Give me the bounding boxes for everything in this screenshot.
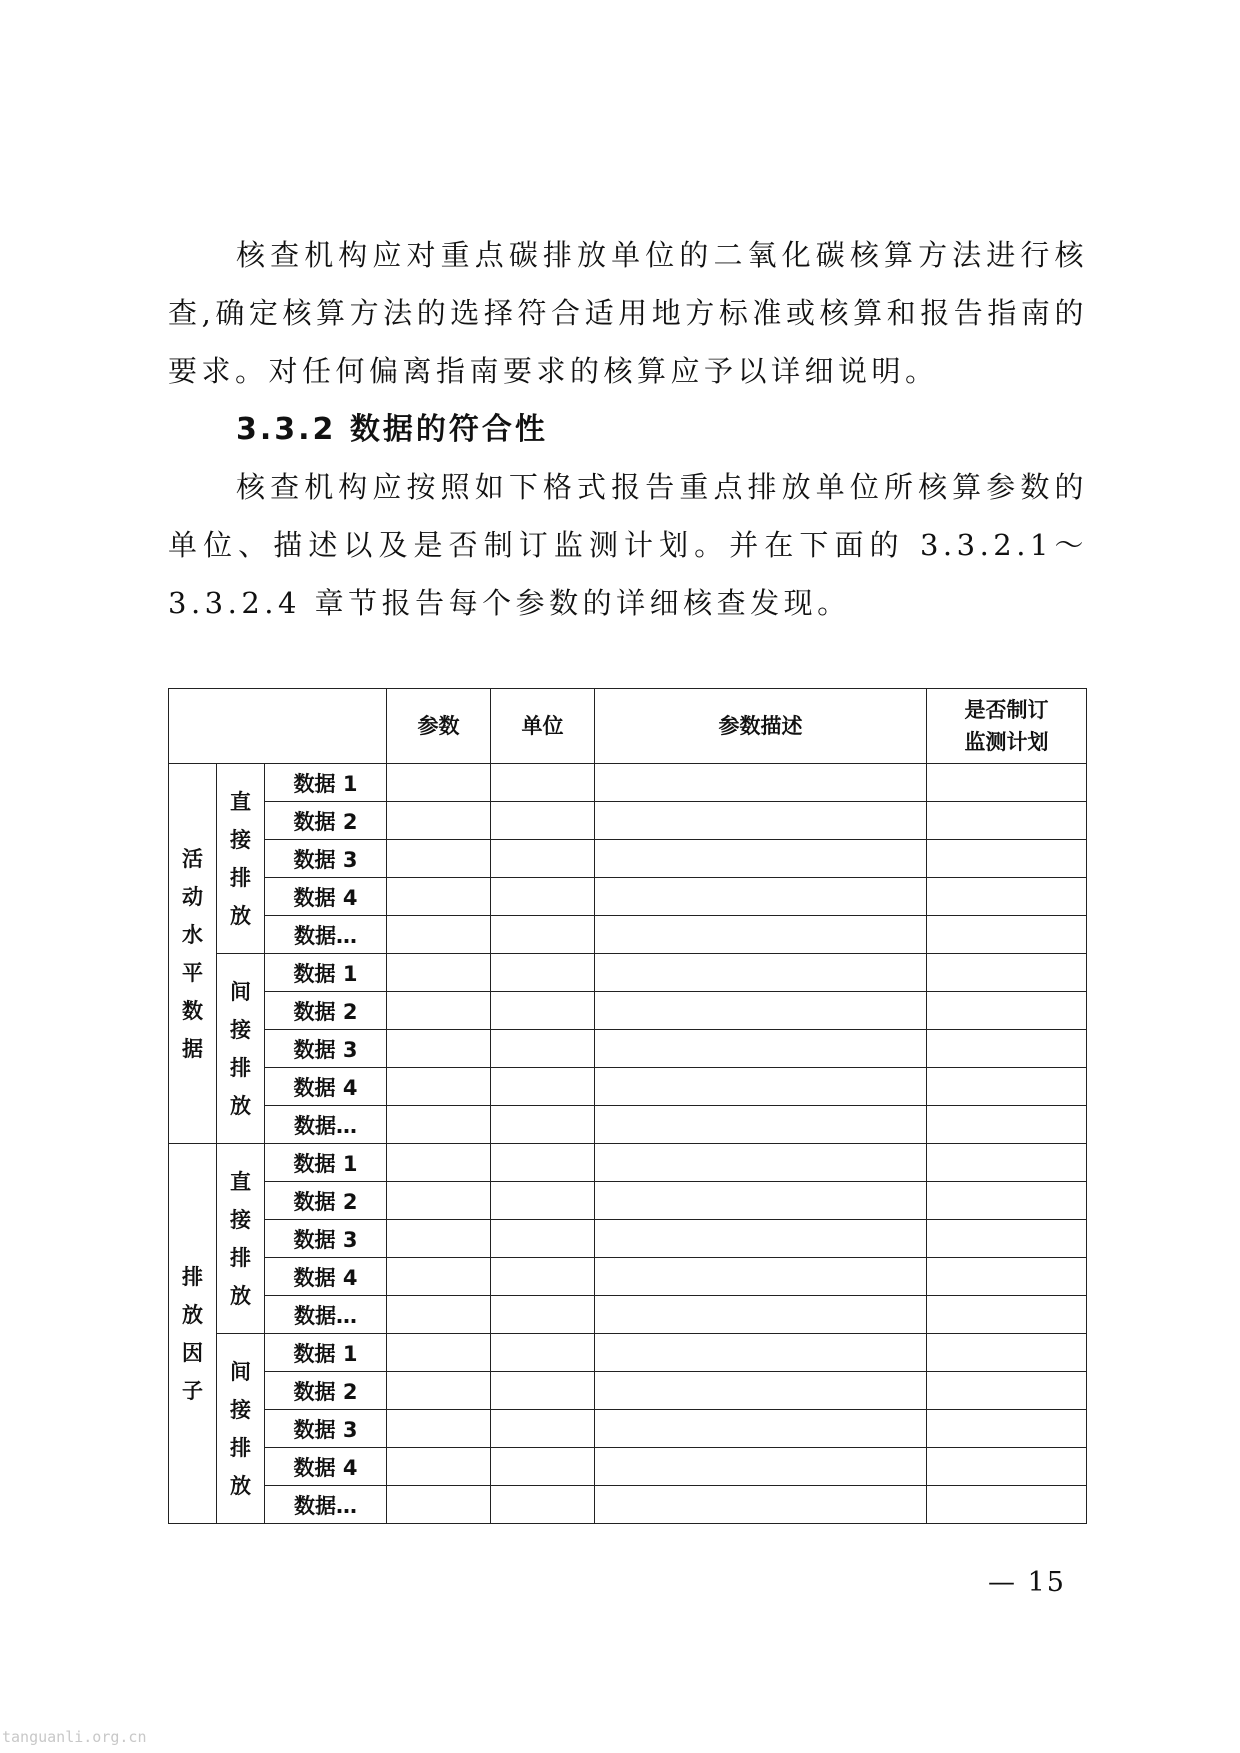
param-cell <box>387 1296 491 1334</box>
desc-cell <box>595 1258 927 1296</box>
data-item-label: 数据 2 <box>265 992 387 1030</box>
desc-cell <box>595 1296 927 1334</box>
plan-cell <box>927 1296 1087 1334</box>
table-row <box>169 954 1087 992</box>
subgroup-label-char: 直 <box>230 1169 251 1194</box>
unit-cell <box>491 802 595 840</box>
unit-cell <box>491 878 595 916</box>
subgroup-label-char: 排 <box>230 1055 251 1080</box>
param-cell <box>387 1182 491 1220</box>
table-row <box>169 1410 1087 1448</box>
table-row <box>169 764 1087 802</box>
subgroup-label-char: 放 <box>230 1283 251 1308</box>
unit-cell <box>491 840 595 878</box>
header-plan-line1: 是否制订 <box>964 698 1049 722</box>
group-label-char: 平 <box>182 960 203 985</box>
table-row <box>169 1372 1087 1410</box>
group-label-char: 水 <box>182 922 203 947</box>
param-cell <box>387 1334 491 1372</box>
unit-cell <box>491 1220 595 1258</box>
header-param: 参数 <box>387 689 491 764</box>
header-monitoring-plan <box>927 689 1087 764</box>
plan-cell <box>927 802 1087 840</box>
data-item-label: 数据 3 <box>265 1410 387 1448</box>
desc-cell <box>595 1182 927 1220</box>
unit-cell <box>491 1486 595 1524</box>
header-plan-line2: 监测计划 <box>964 730 1049 754</box>
data-item-label: 数据 4 <box>265 878 387 916</box>
plan-cell <box>927 1410 1087 1448</box>
subgroup-label-char: 直 <box>230 789 251 814</box>
page-number: — 15 <box>988 1567 1066 1598</box>
data-item-label: 数据 3 <box>265 1030 387 1068</box>
unit-cell <box>491 916 595 954</box>
data-item-label: 数据 2 <box>265 1182 387 1220</box>
group-label-char: 排 <box>182 1264 203 1289</box>
plan-cell <box>927 954 1087 992</box>
plan-cell <box>927 1372 1087 1410</box>
group-label-char: 子 <box>182 1378 203 1403</box>
plan-cell <box>927 1448 1087 1486</box>
table-row <box>169 1486 1087 1524</box>
param-cell <box>387 954 491 992</box>
param-cell <box>387 764 491 802</box>
subgroup-label-char: 间 <box>230 1359 251 1384</box>
data-item-label: 数据 1 <box>265 1334 387 1372</box>
header-blank-cell <box>169 689 387 764</box>
plan-cell <box>927 840 1087 878</box>
desc-cell <box>595 1486 927 1524</box>
desc-cell <box>595 992 927 1030</box>
plan-cell <box>927 1334 1087 1372</box>
plan-cell <box>927 1144 1087 1182</box>
plan-cell <box>927 1182 1087 1220</box>
param-cell <box>387 1410 491 1448</box>
table-row <box>169 1182 1087 1220</box>
subgroup-label-cell <box>217 764 265 954</box>
table-row <box>169 802 1087 840</box>
subgroup-label-char: 排 <box>230 1245 251 1270</box>
param-cell <box>387 1030 491 1068</box>
unit-cell <box>491 1410 595 1448</box>
plan-cell <box>927 916 1087 954</box>
subgroup-label-char: 接 <box>230 1397 251 1422</box>
plan-cell <box>927 764 1087 802</box>
param-cell <box>387 1106 491 1144</box>
desc-cell <box>595 802 927 840</box>
param-cell <box>387 916 491 954</box>
subgroup-label-char: 接 <box>230 827 251 852</box>
table-row <box>169 1334 1087 1372</box>
unit-cell <box>491 1182 595 1220</box>
param-cell <box>387 1068 491 1106</box>
plan-cell <box>927 1106 1087 1144</box>
unit-cell <box>491 764 595 802</box>
data-item-label: 数据… <box>265 1296 387 1334</box>
plan-cell <box>927 992 1087 1030</box>
param-cell <box>387 878 491 916</box>
data-item-label: 数据 4 <box>265 1068 387 1106</box>
data-item-label: 数据 2 <box>265 1372 387 1410</box>
param-cell <box>387 992 491 1030</box>
desc-cell <box>595 916 927 954</box>
subgroup-label-char: 放 <box>230 903 251 928</box>
data-item-label: 数据 1 <box>265 764 387 802</box>
unit-cell <box>491 1068 595 1106</box>
group-label-char: 放 <box>182 1302 203 1327</box>
unit-cell <box>491 1334 595 1372</box>
unit-cell <box>491 1448 595 1486</box>
desc-cell <box>595 1372 927 1410</box>
unit-cell <box>491 1258 595 1296</box>
watermark: tanguanli.org.cn <box>2 1728 147 1746</box>
group-label-char: 因 <box>182 1340 203 1365</box>
paragraph-method-check: 核查机构应对重点碳排放单位的二氧化碳核算方法进行核查,确定核算方法的选择符合适用地方标准或核算和报告指南的要求。对任何偏离指南要求的核算应予以详细说明。 <box>168 238 1088 388</box>
unit-cell <box>491 954 595 992</box>
desc-cell <box>595 1410 927 1448</box>
plan-cell <box>927 1258 1087 1296</box>
subgroup-label-cell <box>217 1144 265 1334</box>
group-label-char: 数 <box>182 998 203 1023</box>
desc-cell <box>595 954 927 992</box>
unit-cell <box>491 1372 595 1410</box>
subgroup-label-char: 放 <box>230 1093 251 1118</box>
unit-cell <box>491 1144 595 1182</box>
unit-cell <box>491 992 595 1030</box>
subgroup-label-cell <box>217 954 265 1144</box>
desc-cell <box>595 764 927 802</box>
plan-cell <box>927 1220 1087 1258</box>
plan-cell <box>927 878 1087 916</box>
data-item-label: 数据… <box>265 916 387 954</box>
data-item-label: 数据… <box>265 1486 387 1524</box>
data-item-label: 数据 3 <box>265 1220 387 1258</box>
param-cell <box>387 1144 491 1182</box>
table-row <box>169 1030 1087 1068</box>
desc-cell <box>595 1144 927 1182</box>
plan-cell <box>927 1030 1087 1068</box>
param-cell <box>387 802 491 840</box>
data-item-label: 数据 2 <box>265 802 387 840</box>
parameter-table <box>168 688 1087 1524</box>
subgroup-label-char: 排 <box>230 865 251 890</box>
param-cell <box>387 1372 491 1410</box>
subgroup-label-char: 接 <box>230 1017 251 1042</box>
desc-cell <box>595 1448 927 1486</box>
unit-cell <box>491 1106 595 1144</box>
subgroup-label-char: 接 <box>230 1207 251 1232</box>
table-row <box>169 878 1087 916</box>
plan-cell <box>927 1068 1087 1106</box>
group-label-char: 据 <box>182 1036 203 1061</box>
param-cell <box>387 1258 491 1296</box>
subgroup-label-char: 间 <box>230 979 251 1004</box>
data-item-label: 数据 4 <box>265 1258 387 1296</box>
group-label-char: 活 <box>182 846 203 871</box>
table-row <box>169 1106 1087 1144</box>
table-row <box>169 1220 1087 1258</box>
param-cell <box>387 1448 491 1486</box>
table-row <box>169 916 1087 954</box>
section-heading: 3.3.2 数据的符合性 <box>236 412 548 447</box>
desc-cell <box>595 840 927 878</box>
paragraph-data-conformity: 核查机构应按照如下格式报告重点排放单位所核算参数的单位、描述以及是否制订监测计划。并在下面的 3.3.2.1～3.3.2.4 章节报告每个参数的详细核查发现。 <box>168 470 1088 620</box>
desc-cell <box>595 878 927 916</box>
group-label-cell <box>169 1144 217 1524</box>
table-row <box>169 992 1087 1030</box>
unit-cell <box>491 1030 595 1068</box>
table-body <box>169 764 1087 1524</box>
param-cell <box>387 840 491 878</box>
table-row <box>169 1296 1087 1334</box>
subgroup-label-char: 放 <box>230 1473 251 1498</box>
table-row <box>169 1144 1087 1182</box>
header-unit: 单位 <box>491 689 595 764</box>
table-row <box>169 1068 1087 1106</box>
desc-cell <box>595 1030 927 1068</box>
table-row <box>169 1448 1087 1486</box>
desc-cell <box>595 1106 927 1144</box>
subgroup-label-char: 排 <box>230 1435 251 1460</box>
data-item-label: 数据 1 <box>265 954 387 992</box>
desc-cell <box>595 1220 927 1258</box>
group-label-cell <box>169 764 217 1144</box>
desc-cell <box>595 1068 927 1106</box>
plan-cell <box>927 1486 1087 1524</box>
data-item-label: 数据 4 <box>265 1448 387 1486</box>
subgroup-label-cell <box>217 1334 265 1524</box>
data-item-label: 数据 1 <box>265 1144 387 1182</box>
group-label-char: 动 <box>182 884 203 909</box>
unit-cell <box>491 1296 595 1334</box>
param-cell <box>387 1220 491 1258</box>
table-row <box>169 840 1087 878</box>
data-item-label: 数据 3 <box>265 840 387 878</box>
param-cell <box>387 1486 491 1524</box>
data-item-label: 数据… <box>265 1106 387 1144</box>
desc-cell <box>595 1334 927 1372</box>
table-header-row <box>169 689 1087 764</box>
table-row <box>169 1258 1087 1296</box>
header-desc: 参数描述 <box>595 689 927 764</box>
